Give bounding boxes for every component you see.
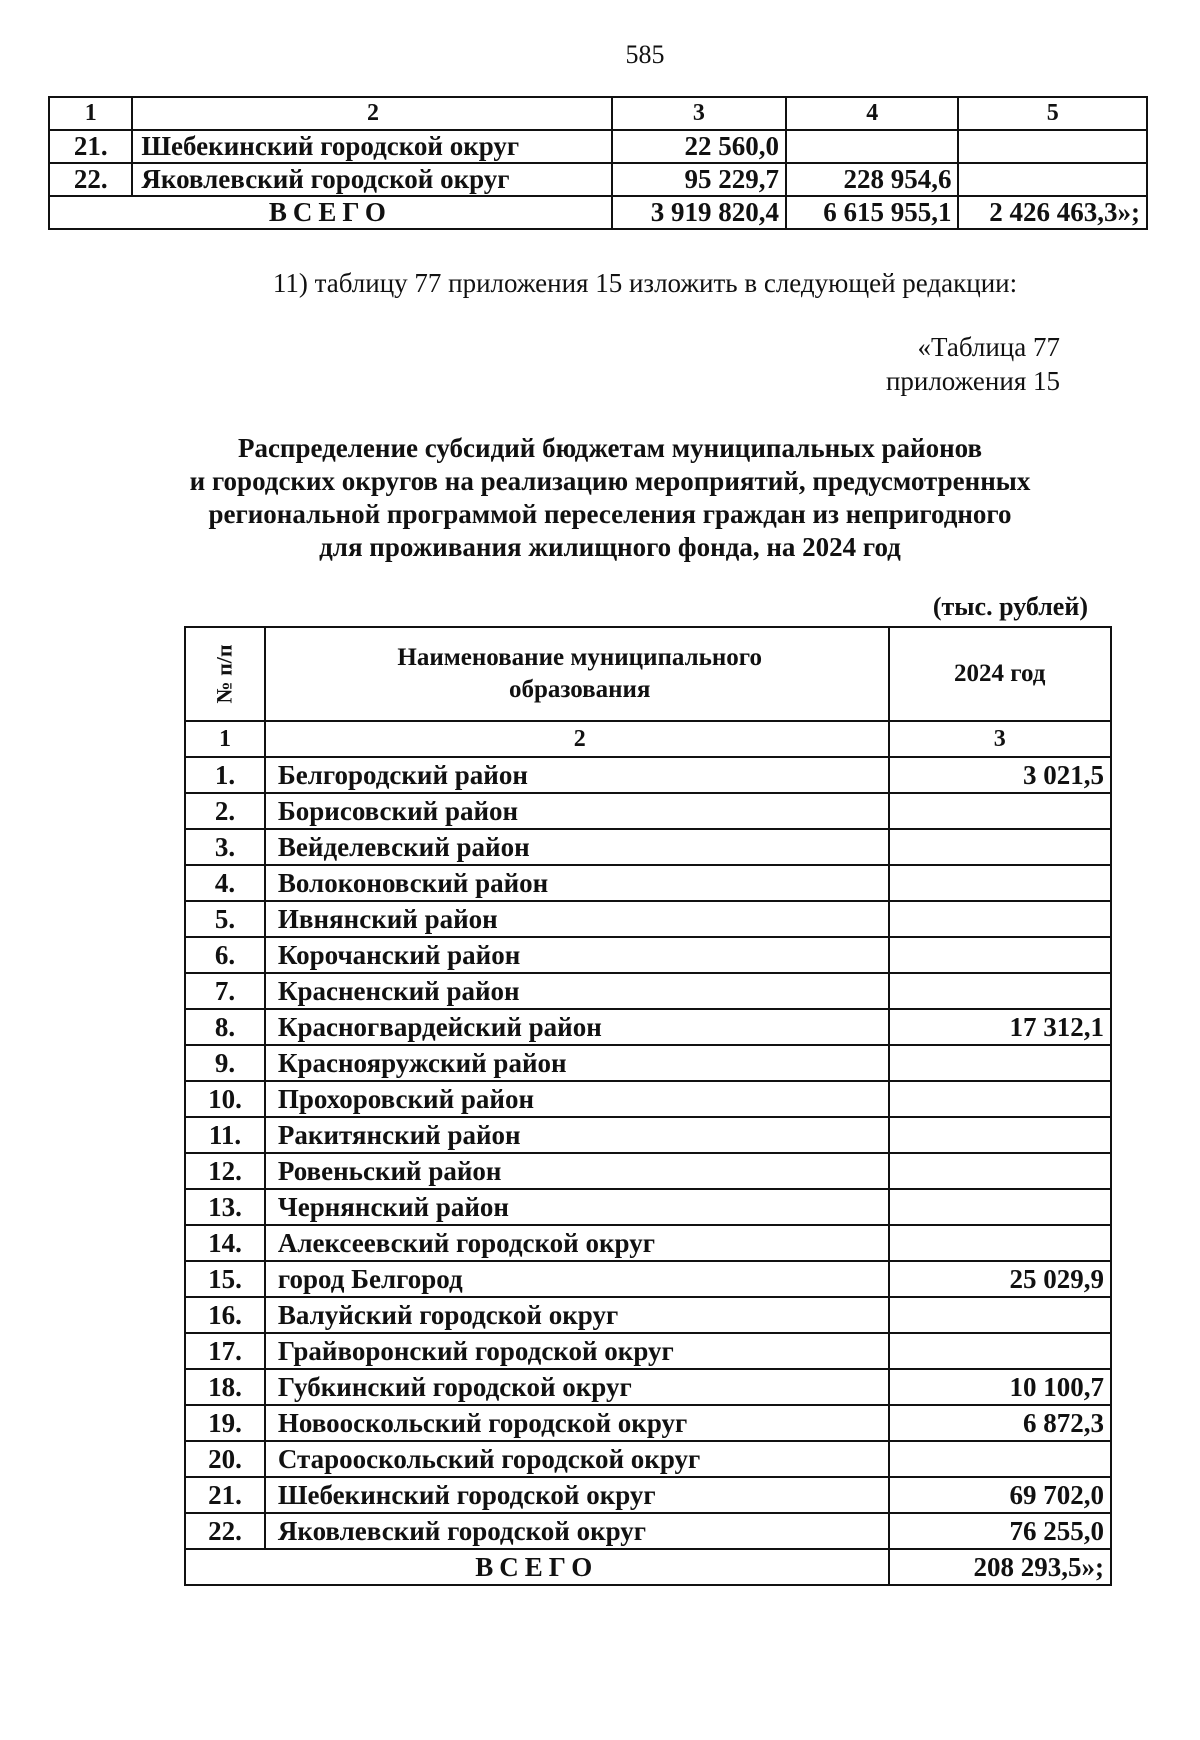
column-index: 1 — [185, 721, 265, 757]
row-name: Ровеньский район — [265, 1153, 889, 1189]
row-number: 15. — [185, 1261, 265, 1297]
table-row — [185, 1225, 1111, 1261]
row-name: Старооскольский городской округ — [265, 1441, 889, 1477]
table-row — [185, 1369, 1111, 1405]
table-row — [185, 829, 1111, 865]
caption-line: приложения 15 — [885, 366, 1060, 396]
table-row — [185, 865, 1111, 901]
table-row — [49, 130, 1147, 163]
row-value: 3 021,5 — [889, 757, 1111, 793]
row-number: 22. — [185, 1513, 265, 1549]
row-number: 9. — [185, 1045, 265, 1081]
table-header-row — [49, 97, 1147, 130]
row-value — [889, 1189, 1111, 1225]
row-name: Красногвардейский район — [265, 1009, 889, 1045]
row-value: 25 029,9 — [889, 1261, 1111, 1297]
row-value — [889, 865, 1111, 901]
row-value — [889, 1153, 1111, 1189]
row-name: Яковлевский городской округ — [265, 1513, 889, 1549]
instruction-text: 11) таблицу 77 приложения 15 изложить в следующей редакции: — [272, 268, 1018, 298]
row-value — [889, 1117, 1111, 1153]
table-row — [49, 163, 1147, 196]
table-row — [185, 1045, 1111, 1081]
row-name: Борисовский район — [265, 793, 889, 829]
table-row — [185, 1405, 1111, 1441]
row-value — [786, 130, 958, 163]
header-number — [185, 627, 265, 721]
row-value — [889, 1441, 1111, 1477]
column-index: 3 — [889, 721, 1111, 757]
title-line: и городских округов на реализацию мероприятий, предусмотренных — [189, 466, 1031, 496]
table-row — [185, 1153, 1111, 1189]
row-number: 12. — [185, 1153, 265, 1189]
total-value: 208 293,5»; — [889, 1549, 1111, 1585]
row-name: Волоконовский район — [265, 865, 889, 901]
title-line: для проживания жилищного фонда, на 2024 год — [319, 532, 901, 562]
row-name: Шебекинский городской округ — [132, 130, 611, 163]
total-label: ВСЕГО — [185, 1549, 889, 1585]
row-value — [889, 1225, 1111, 1261]
row-value — [889, 1045, 1111, 1081]
row-value: 76 255,0 — [889, 1513, 1111, 1549]
row-value: 228 954,6 — [786, 163, 958, 196]
row-value — [889, 829, 1111, 865]
row-number: 14. — [185, 1225, 265, 1261]
column-index: 4 — [786, 97, 958, 130]
row-name: Шебекинский городской округ — [265, 1477, 889, 1513]
row-name: Ивнянский район — [265, 901, 889, 937]
row-number: 16. — [185, 1297, 265, 1333]
row-value — [889, 937, 1111, 973]
header-year: 2024 год — [889, 627, 1111, 721]
row-value: 6 872,3 — [889, 1405, 1111, 1441]
row-name: Прохоровский район — [265, 1081, 889, 1117]
table-row — [185, 1441, 1111, 1477]
total-value: 2 426 463,3»; — [958, 196, 1147, 229]
row-name: Чернянский район — [265, 1189, 889, 1225]
column-index: 1 — [49, 97, 132, 130]
row-number: 10. — [185, 1081, 265, 1117]
caption-line: «Таблица 77 — [917, 332, 1060, 362]
row-value: 10 100,7 — [889, 1369, 1111, 1405]
table-row — [185, 1081, 1111, 1117]
table-row — [185, 1261, 1111, 1297]
header-number-text: № п/п — [211, 644, 237, 704]
row-name: Краснояружский район — [265, 1045, 889, 1081]
index-row — [185, 721, 1111, 757]
table-row — [185, 937, 1111, 973]
row-number: 21. — [185, 1477, 265, 1513]
row-value — [889, 901, 1111, 937]
row-value — [958, 130, 1147, 163]
row-number: 8. — [185, 1009, 265, 1045]
row-name: Красненский район — [265, 973, 889, 1009]
row-number: 18. — [185, 1369, 265, 1405]
table-body — [185, 757, 1111, 1549]
column-index: 3 — [612, 97, 786, 130]
row-number: 11. — [185, 1117, 265, 1153]
table-header-row — [185, 627, 1111, 721]
total-label: ВСЕГО — [49, 196, 612, 229]
title-line: региональной программой переселения граждан из непригодного — [208, 499, 1012, 529]
row-name: Грайворонский городской округ — [265, 1333, 889, 1369]
row-number: 5. — [185, 901, 265, 937]
table-row — [185, 973, 1111, 1009]
row-name: Яковлевский городской округ — [132, 163, 611, 196]
total-value: 3 919 820,4 — [612, 196, 786, 229]
row-number: 1. — [185, 757, 265, 793]
row-number: 2. — [185, 793, 265, 829]
table-caption — [860, 330, 1060, 398]
table-row — [185, 1189, 1111, 1225]
total-value: 6 615 955,1 — [786, 196, 958, 229]
row-name: Корочанский район — [265, 937, 889, 973]
row-name: город Белгород — [265, 1261, 889, 1297]
row-value — [889, 793, 1111, 829]
page-number: 585 — [625, 40, 665, 69]
table-row — [185, 793, 1111, 829]
header-name — [265, 627, 889, 721]
row-value — [889, 1333, 1111, 1369]
table-row — [185, 901, 1111, 937]
header-name-line: Наименование муниципального — [397, 644, 762, 671]
row-number: 3. — [185, 829, 265, 865]
row-number: 6. — [185, 937, 265, 973]
column-index: 5 — [958, 97, 1147, 130]
table-row — [185, 1117, 1111, 1153]
total-row — [185, 1549, 1111, 1585]
table-row — [185, 1297, 1111, 1333]
row-name: Алексеевский городской округ — [265, 1225, 889, 1261]
row-number: 20. — [185, 1441, 265, 1477]
row-value — [889, 1081, 1111, 1117]
row-value: 22 560,0 — [612, 130, 786, 163]
row-number: 21. — [49, 130, 132, 163]
table-row — [185, 757, 1111, 793]
column-index: 2 — [265, 721, 889, 757]
row-value: 17 312,1 — [889, 1009, 1111, 1045]
table-row — [185, 1009, 1111, 1045]
row-number: 4. — [185, 865, 265, 901]
units-label: (тыс. рублей) — [932, 592, 1088, 621]
row-number: 22. — [49, 163, 132, 196]
row-number: 13. — [185, 1189, 265, 1225]
row-number: 19. — [185, 1405, 265, 1441]
row-number: 17. — [185, 1333, 265, 1369]
row-name: Ракитянский район — [265, 1117, 889, 1153]
document-title — [160, 432, 1060, 564]
table-row — [185, 1333, 1111, 1369]
column-index: 2 — [132, 97, 611, 130]
row-number: 7. — [185, 973, 265, 1009]
header-name-line: образования — [508, 676, 651, 703]
table-row — [185, 1477, 1111, 1513]
total-row — [49, 196, 1147, 229]
row-value — [889, 1297, 1111, 1333]
title-line: Распределение субсидий бюджетам муниципальных районов — [237, 433, 983, 463]
row-name: Новооскольский городской округ — [265, 1405, 889, 1441]
row-name: Губкинский городской округ — [265, 1369, 889, 1405]
row-value — [958, 163, 1147, 196]
subsidy-table — [184, 626, 1112, 1586]
row-value: 95 229,7 — [612, 163, 786, 196]
continuation-table — [48, 96, 1148, 230]
row-name: Вейделевский район — [265, 829, 889, 865]
row-value: 69 702,0 — [889, 1477, 1111, 1513]
row-name: Валуйский городской округ — [265, 1297, 889, 1333]
row-name: Белгородский район — [265, 757, 889, 793]
table-row — [185, 1513, 1111, 1549]
row-value — [889, 973, 1111, 1009]
